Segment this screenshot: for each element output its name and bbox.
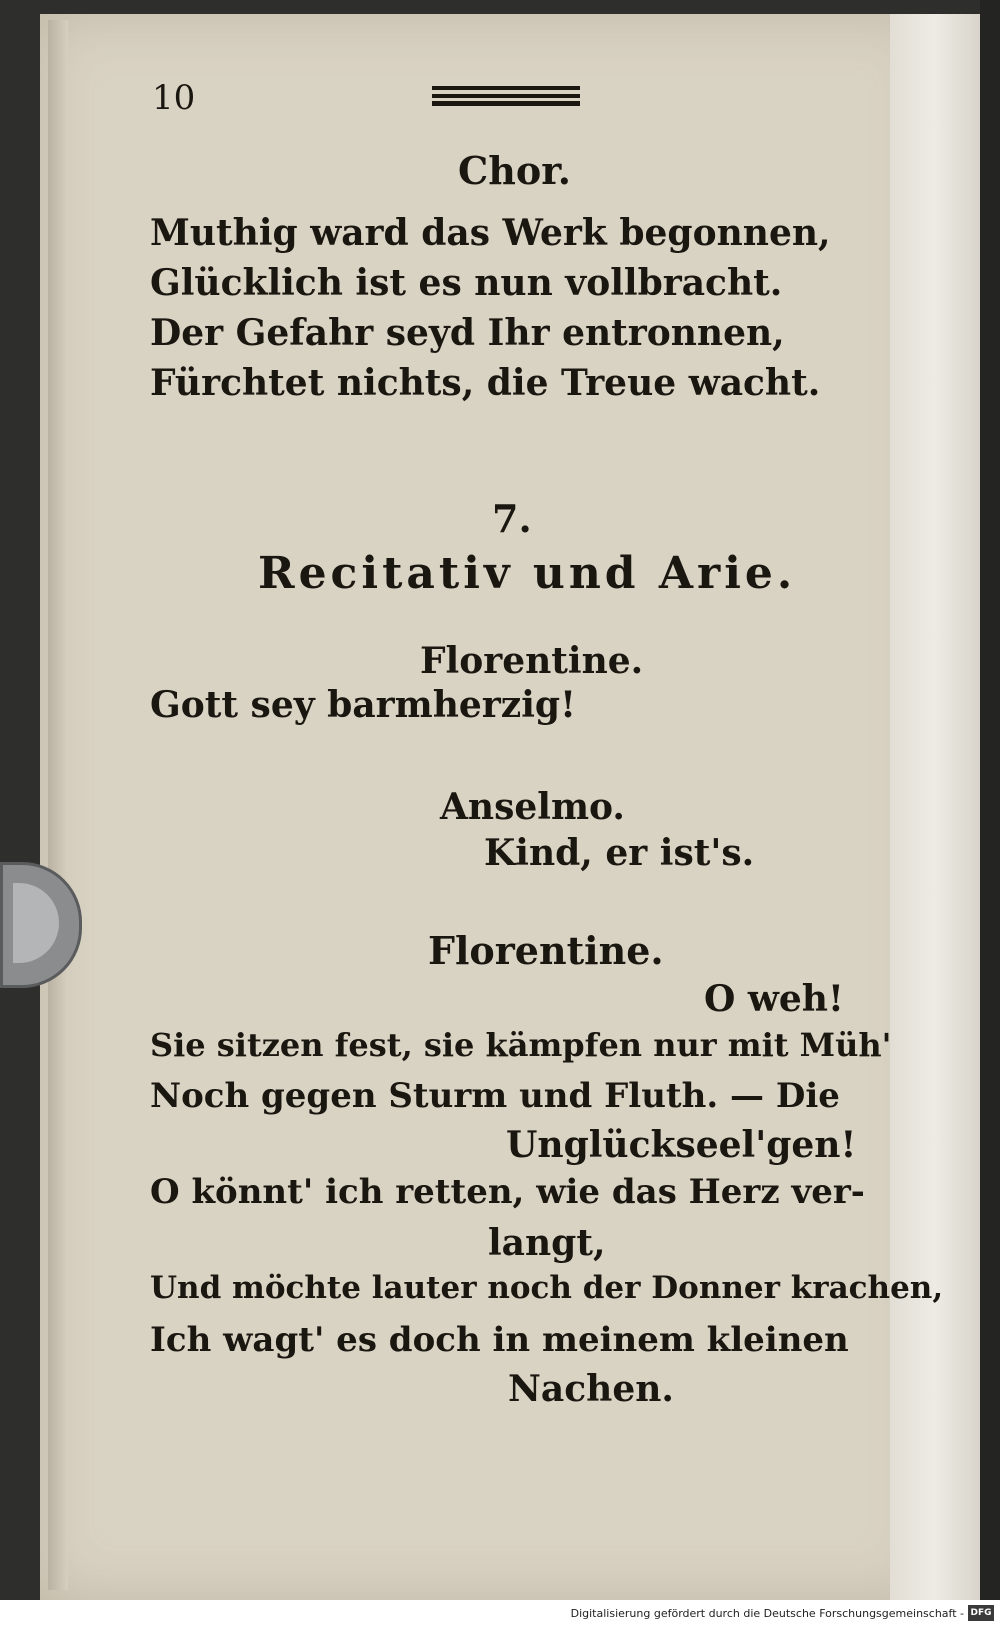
page-number: 10 — [152, 78, 196, 118]
dialogue-line: langt, — [488, 1222, 606, 1264]
dialogue-line: Unglückseel'gen! — [506, 1124, 857, 1166]
speaker-name: Florentine. — [420, 640, 644, 682]
dialogue-line: Ich wagt' es doch in meinem kleinen — [150, 1320, 849, 1360]
chor-line: Muthig ward das Werk begonnen, — [150, 212, 831, 254]
dialogue-line: Kind, er ist's. — [484, 832, 755, 874]
dialogue-line: Sie sitzen fest, sie kämpfen nur mit Müh' — [150, 1026, 892, 1064]
dialogue-line: Nachen. — [508, 1368, 674, 1410]
chor-title: Chor. — [458, 148, 571, 193]
chor-line: Glücklich ist es nun vollbracht. — [150, 262, 783, 304]
speaker-name: Anselmo. — [440, 786, 625, 828]
footer-bar — [0, 1600, 1000, 1627]
dialogue-line: O weh! — [704, 978, 844, 1020]
scan-border — [980, 0, 1000, 1600]
page-clip-inner — [13, 883, 59, 963]
dialogue-line: Gott sey barmherzig! — [150, 684, 576, 726]
dialogue-line: Noch gegen Sturm und Fluth. — Die — [150, 1076, 840, 1116]
footer-credit: Digitalisierung gefördert durch die Deutsche Forschungsgemeinschaft - — [570, 1607, 964, 1620]
chor-line: Der Gefahr seyd Ihr entronnen, — [150, 312, 785, 354]
chor-line: Fürchtet nichts, die Treue wacht. — [150, 362, 821, 404]
section-title: Recitativ und Arie. — [258, 548, 797, 599]
header-rule — [432, 86, 580, 108]
dfg-logo-icon: DFG — [968, 1605, 994, 1621]
dialogue-line: Und möchte lauter noch der Donner krachen, — [150, 1270, 944, 1306]
section-number: 7. — [492, 496, 532, 541]
binding-strip — [890, 14, 980, 1600]
dialogue-line: O könnt' ich retten, wie das Herz ver- — [150, 1172, 865, 1212]
page-edge — [48, 20, 68, 1590]
speaker-name: Florentine. — [428, 928, 664, 973]
